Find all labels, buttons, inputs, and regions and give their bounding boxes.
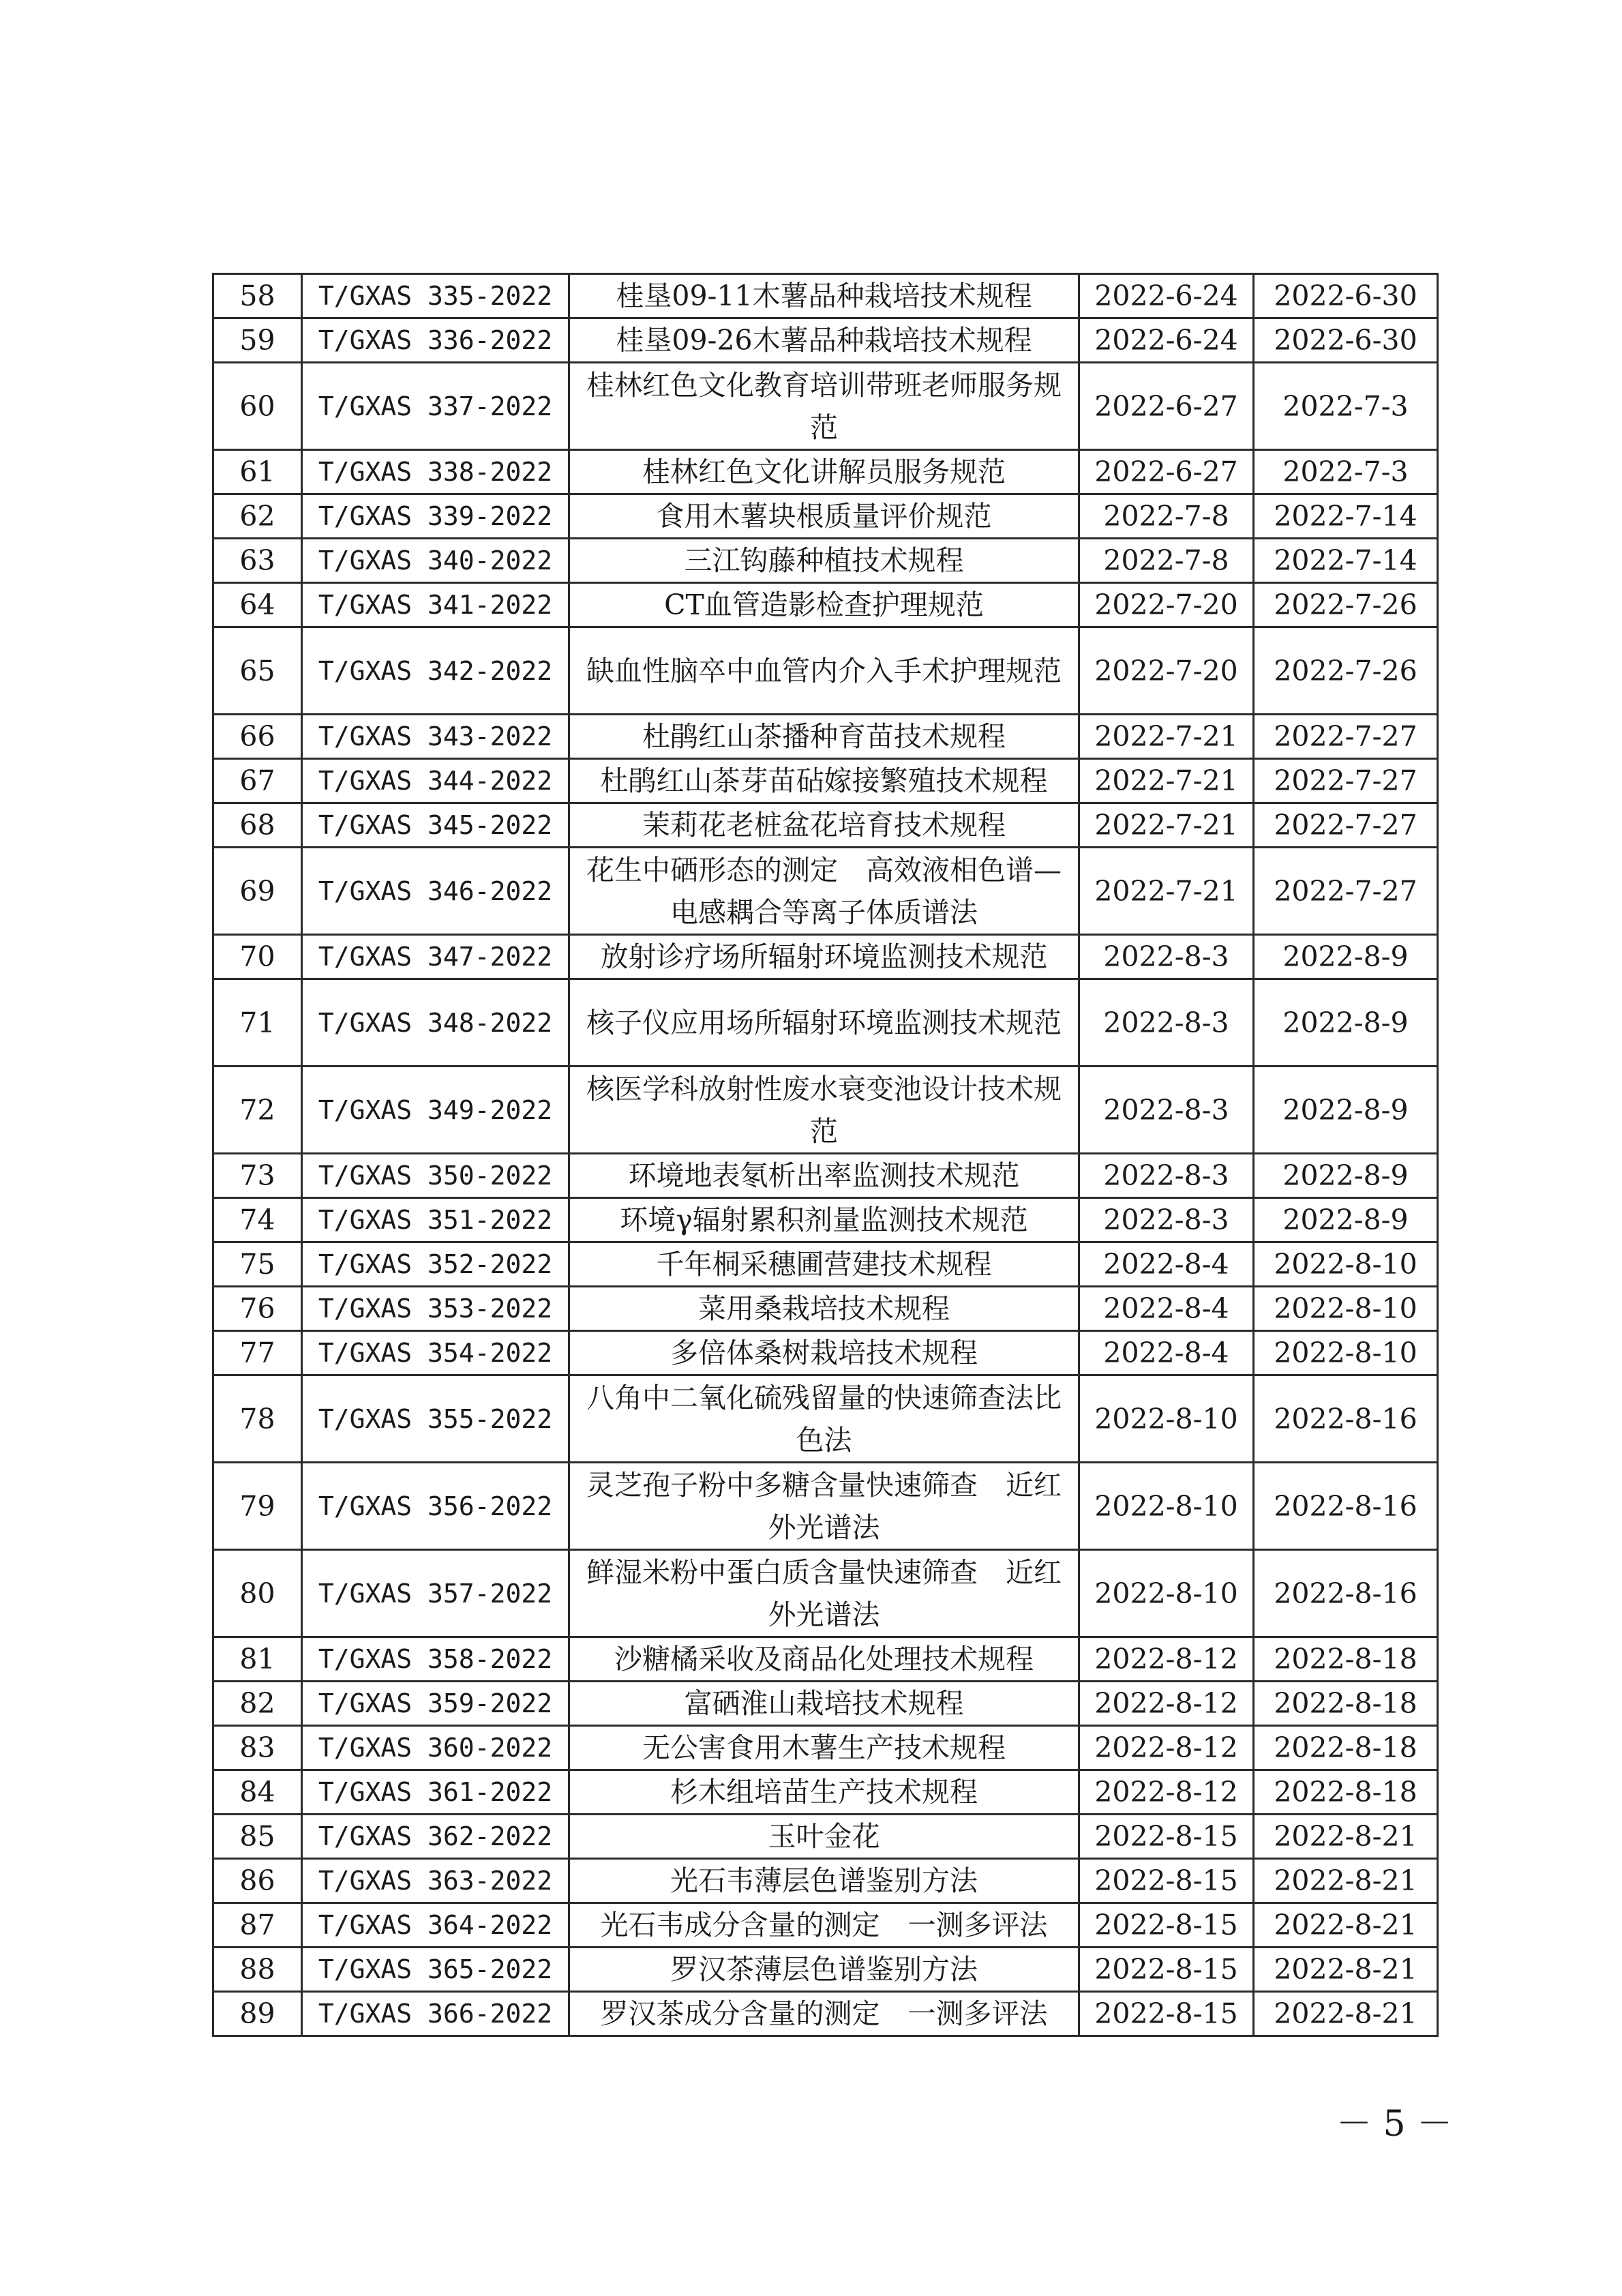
implementation-date: 2022-7-27 xyxy=(1254,715,1438,759)
standard-title: 菜用桑栽培技术规程 xyxy=(569,1287,1079,1331)
row-number: 60 xyxy=(213,363,302,450)
implementation-date: 2022-7-27 xyxy=(1254,759,1438,803)
standard-code: T/GXAS 362-2022 xyxy=(302,1815,569,1859)
table-row xyxy=(213,803,1438,848)
implementation-date: 2022-7-26 xyxy=(1254,583,1438,627)
standard-code: T/GXAS 357-2022 xyxy=(302,1550,569,1637)
table-row xyxy=(213,979,1438,1067)
table-row xyxy=(213,1948,1438,1992)
standard-code: T/GXAS 363-2022 xyxy=(302,1859,569,1903)
table-row xyxy=(213,1154,1438,1198)
table-row xyxy=(213,1067,1438,1154)
standard-title: 杜鹃红山茶芽苗砧嫁接繁殖技术规程 xyxy=(569,759,1079,803)
standard-title: 光石韦成分含量的测定 一测多评法 xyxy=(569,1903,1079,1948)
table-row xyxy=(213,1992,1438,2036)
row-number: 88 xyxy=(213,1948,302,1992)
release-date: 2022-8-12 xyxy=(1079,1770,1254,1815)
standard-code: T/GXAS 354-2022 xyxy=(302,1331,569,1375)
standard-code: T/GXAS 352-2022 xyxy=(302,1242,569,1287)
table-row xyxy=(213,539,1438,583)
standard-title: 千年桐采穗圃营建技术规程 xyxy=(569,1242,1079,1287)
row-number: 80 xyxy=(213,1550,302,1637)
standard-title: 杉木组培苗生产技术规程 xyxy=(569,1770,1079,1815)
table-row xyxy=(213,848,1438,935)
row-number: 68 xyxy=(213,803,302,848)
standard-code: T/GXAS 339-2022 xyxy=(302,494,569,539)
standard-title: 鲜湿米粉中蛋白质含量快速筛查 近红外光谱法 xyxy=(569,1550,1079,1637)
standard-code: T/GXAS 351-2022 xyxy=(302,1198,569,1242)
row-number: 86 xyxy=(213,1859,302,1903)
standard-code: T/GXAS 359-2022 xyxy=(302,1682,569,1726)
implementation-date: 2022-8-10 xyxy=(1254,1331,1438,1375)
implementation-date: 2022-8-21 xyxy=(1254,1992,1438,2036)
row-number: 79 xyxy=(213,1463,302,1550)
release-date: 2022-7-21 xyxy=(1079,848,1254,935)
standard-code: T/GXAS 337-2022 xyxy=(302,363,569,450)
standard-code: T/GXAS 338-2022 xyxy=(302,450,569,494)
implementation-date: 2022-7-27 xyxy=(1254,848,1438,935)
release-date: 2022-8-15 xyxy=(1079,1948,1254,1992)
implementation-date: 2022-7-14 xyxy=(1254,494,1438,539)
table-row xyxy=(213,583,1438,627)
implementation-date: 2022-8-21 xyxy=(1254,1903,1438,1948)
release-date: 2022-7-8 xyxy=(1079,539,1254,583)
implementation-date: 2022-8-16 xyxy=(1254,1463,1438,1550)
implementation-date: 2022-8-21 xyxy=(1254,1859,1438,1903)
release-date: 2022-8-4 xyxy=(1079,1287,1254,1331)
standard-title: 三江钩藤种植技术规程 xyxy=(569,539,1079,583)
implementation-date: 2022-8-21 xyxy=(1254,1948,1438,1992)
implementation-date: 2022-8-18 xyxy=(1254,1637,1438,1682)
release-date: 2022-8-4 xyxy=(1079,1331,1254,1375)
release-date: 2022-8-12 xyxy=(1079,1726,1254,1770)
standard-code: T/GXAS 365-2022 xyxy=(302,1948,569,1992)
standard-title: 桂垦09-11木薯品种栽培技术规程 xyxy=(569,274,1079,318)
implementation-date: 2022-7-3 xyxy=(1254,363,1438,450)
row-number: 82 xyxy=(213,1682,302,1726)
implementation-date: 2022-6-30 xyxy=(1254,318,1438,363)
release-date: 2022-8-3 xyxy=(1079,1067,1254,1154)
release-date: 2022-8-3 xyxy=(1079,1198,1254,1242)
implementation-date: 2022-8-9 xyxy=(1254,935,1438,979)
row-number: 73 xyxy=(213,1154,302,1198)
release-date: 2022-8-3 xyxy=(1079,979,1254,1067)
standard-title: 茉莉花老桩盆花培育技术规程 xyxy=(569,803,1079,848)
release-date: 2022-8-12 xyxy=(1079,1682,1254,1726)
standard-code: T/GXAS 346-2022 xyxy=(302,848,569,935)
table-row xyxy=(213,759,1438,803)
row-number: 89 xyxy=(213,1992,302,2036)
standard-title: 多倍体桑树栽培技术规程 xyxy=(569,1331,1079,1375)
standard-title: 桂垦09-26木薯品种栽培技术规程 xyxy=(569,318,1079,363)
row-number: 76 xyxy=(213,1287,302,1331)
table-row xyxy=(213,450,1438,494)
standard-code: T/GXAS 348-2022 xyxy=(302,979,569,1067)
implementation-date: 2022-8-9 xyxy=(1254,1198,1438,1242)
release-date: 2022-7-20 xyxy=(1079,627,1254,715)
row-number: 78 xyxy=(213,1375,302,1463)
row-number: 64 xyxy=(213,583,302,627)
standard-code: T/GXAS 361-2022 xyxy=(302,1770,569,1815)
row-number: 71 xyxy=(213,979,302,1067)
implementation-date: 2022-8-18 xyxy=(1254,1726,1438,1770)
implementation-date: 2022-8-9 xyxy=(1254,1067,1438,1154)
standard-code: T/GXAS 345-2022 xyxy=(302,803,569,848)
standard-code: T/GXAS 358-2022 xyxy=(302,1637,569,1682)
table-row xyxy=(213,1815,1438,1859)
row-number: 87 xyxy=(213,1903,302,1948)
standard-title: 罗汉茶薄层色谱鉴别方法 xyxy=(569,1948,1079,1992)
row-number: 61 xyxy=(213,450,302,494)
table-row xyxy=(213,1242,1438,1287)
implementation-date: 2022-8-9 xyxy=(1254,979,1438,1067)
implementation-date: 2022-8-10 xyxy=(1254,1287,1438,1331)
release-date: 2022-7-8 xyxy=(1079,494,1254,539)
standard-title: 核子仪应用场所辐射环境监测技术规范 xyxy=(569,979,1079,1067)
row-number: 63 xyxy=(213,539,302,583)
implementation-date: 2022-8-21 xyxy=(1254,1815,1438,1859)
release-date: 2022-8-3 xyxy=(1079,1154,1254,1198)
row-number: 81 xyxy=(213,1637,302,1682)
standard-code: T/GXAS 349-2022 xyxy=(302,1067,569,1154)
standards-table xyxy=(212,273,1439,2037)
row-number: 77 xyxy=(213,1331,302,1375)
release-date: 2022-7-21 xyxy=(1079,759,1254,803)
standard-title: 沙糖橘采收及商品化处理技术规程 xyxy=(569,1637,1079,1682)
table-row xyxy=(213,1770,1438,1815)
implementation-date: 2022-8-16 xyxy=(1254,1375,1438,1463)
release-date: 2022-7-21 xyxy=(1079,803,1254,848)
implementation-date: 2022-8-18 xyxy=(1254,1682,1438,1726)
standard-code: T/GXAS 366-2022 xyxy=(302,1992,569,2036)
standard-title: 桂林红色文化讲解员服务规范 xyxy=(569,450,1079,494)
release-date: 2022-6-27 xyxy=(1079,363,1254,450)
release-date: 2022-8-3 xyxy=(1079,935,1254,979)
row-number: 66 xyxy=(213,715,302,759)
release-date: 2022-6-24 xyxy=(1079,318,1254,363)
table-row xyxy=(213,494,1438,539)
standard-title: 罗汉茶成分含量的测定 一测多评法 xyxy=(569,1992,1079,2036)
release-date: 2022-8-12 xyxy=(1079,1637,1254,1682)
standard-title: 环境γ辐射累积剂量监测技术规范 xyxy=(569,1198,1079,1242)
standard-code: T/GXAS 343-2022 xyxy=(302,715,569,759)
standard-code: T/GXAS 336-2022 xyxy=(302,318,569,363)
table-row xyxy=(213,1726,1438,1770)
standard-title: 八角中二氧化硫残留量的快速筛查法比色法 xyxy=(569,1375,1079,1463)
standard-code: T/GXAS 360-2022 xyxy=(302,1726,569,1770)
row-number: 84 xyxy=(213,1770,302,1815)
standard-title: 玉叶金花 xyxy=(569,1815,1079,1859)
standard-title: 花生中硒形态的测定 高效液相色谱—电感耦合等离子体质谱法 xyxy=(569,848,1079,935)
implementation-date: 2022-8-16 xyxy=(1254,1550,1438,1637)
standard-title: 食用木薯块根质量评价规范 xyxy=(569,494,1079,539)
release-date: 2022-8-15 xyxy=(1079,1859,1254,1903)
table-row xyxy=(213,363,1438,450)
standard-code: T/GXAS 353-2022 xyxy=(302,1287,569,1331)
row-number: 62 xyxy=(213,494,302,539)
row-number: 65 xyxy=(213,627,302,715)
standard-title: 缺血性脑卒中血管内介入手术护理规范 xyxy=(569,627,1079,715)
row-number: 85 xyxy=(213,1815,302,1859)
implementation-date: 2022-6-30 xyxy=(1254,274,1438,318)
release-date: 2022-8-15 xyxy=(1079,1903,1254,1948)
release-date: 2022-7-20 xyxy=(1079,583,1254,627)
standard-title: 无公害食用木薯生产技术规程 xyxy=(569,1726,1079,1770)
table-row xyxy=(213,1375,1438,1463)
table-row xyxy=(213,1331,1438,1375)
row-number: 67 xyxy=(213,759,302,803)
release-date: 2022-8-15 xyxy=(1079,1815,1254,1859)
implementation-date: 2022-7-3 xyxy=(1254,450,1438,494)
standard-title: 灵芝孢子粉中多糖含量快速筛查 近红外光谱法 xyxy=(569,1463,1079,1550)
row-number: 75 xyxy=(213,1242,302,1287)
release-date: 2022-8-15 xyxy=(1079,1992,1254,2036)
table-row xyxy=(213,1287,1438,1331)
release-date: 2022-6-27 xyxy=(1079,450,1254,494)
standard-title: 杜鹃红山茶播种育苗技术规程 xyxy=(569,715,1079,759)
table-row xyxy=(213,715,1438,759)
standard-code: T/GXAS 347-2022 xyxy=(302,935,569,979)
standard-code: T/GXAS 344-2022 xyxy=(302,759,569,803)
implementation-date: 2022-7-27 xyxy=(1254,803,1438,848)
standard-title: 桂林红色文化教育培训带班老师服务规范 xyxy=(569,363,1079,450)
standard-code: T/GXAS 335-2022 xyxy=(302,274,569,318)
table-row xyxy=(213,627,1438,715)
row-number: 69 xyxy=(213,848,302,935)
table-row xyxy=(213,274,1438,318)
standard-title: 核医学科放射性废水衰变池设计技术规范 xyxy=(569,1067,1079,1154)
standard-code: T/GXAS 364-2022 xyxy=(302,1903,569,1948)
standard-title: 环境地表氡析出率监测技术规范 xyxy=(569,1154,1079,1198)
standard-code: T/GXAS 356-2022 xyxy=(302,1463,569,1550)
release-date: 2022-7-21 xyxy=(1079,715,1254,759)
implementation-date: 2022-7-26 xyxy=(1254,627,1438,715)
release-date: 2022-8-10 xyxy=(1079,1375,1254,1463)
table-row xyxy=(213,1198,1438,1242)
table-row xyxy=(213,318,1438,363)
table-row xyxy=(213,1903,1438,1948)
page-number: － 5 － xyxy=(1336,2104,1453,2145)
row-number: 58 xyxy=(213,274,302,318)
release-date: 2022-8-10 xyxy=(1079,1550,1254,1637)
implementation-date: 2022-8-10 xyxy=(1254,1242,1438,1287)
row-number: 70 xyxy=(213,935,302,979)
standard-title: 富硒淮山栽培技术规程 xyxy=(569,1682,1079,1726)
implementation-date: 2022-8-18 xyxy=(1254,1770,1438,1815)
row-number: 59 xyxy=(213,318,302,363)
table-row xyxy=(213,1682,1438,1726)
standard-code: T/GXAS 340-2022 xyxy=(302,539,569,583)
standard-code: T/GXAS 341-2022 xyxy=(302,583,569,627)
standard-code: T/GXAS 350-2022 xyxy=(302,1154,569,1198)
row-number: 72 xyxy=(213,1067,302,1154)
table-row xyxy=(213,935,1438,979)
release-date: 2022-6-24 xyxy=(1079,274,1254,318)
table-row xyxy=(213,1859,1438,1903)
release-date: 2022-8-10 xyxy=(1079,1463,1254,1550)
table-row xyxy=(213,1463,1438,1550)
row-number: 74 xyxy=(213,1198,302,1242)
release-date: 2022-8-4 xyxy=(1079,1242,1254,1287)
standard-title: 光石韦薄层色谱鉴别方法 xyxy=(569,1859,1079,1903)
implementation-date: 2022-8-9 xyxy=(1254,1154,1438,1198)
standard-code: T/GXAS 355-2022 xyxy=(302,1375,569,1463)
standard-title: CT血管造影检查护理规范 xyxy=(569,583,1079,627)
table-row xyxy=(213,1637,1438,1682)
table-row xyxy=(213,1550,1438,1637)
implementation-date: 2022-7-14 xyxy=(1254,539,1438,583)
row-number: 83 xyxy=(213,1726,302,1770)
standard-title: 放射诊疗场所辐射环境监测技术规范 xyxy=(569,935,1079,979)
standard-code: T/GXAS 342-2022 xyxy=(302,627,569,715)
standards-table-body xyxy=(213,274,1438,2036)
